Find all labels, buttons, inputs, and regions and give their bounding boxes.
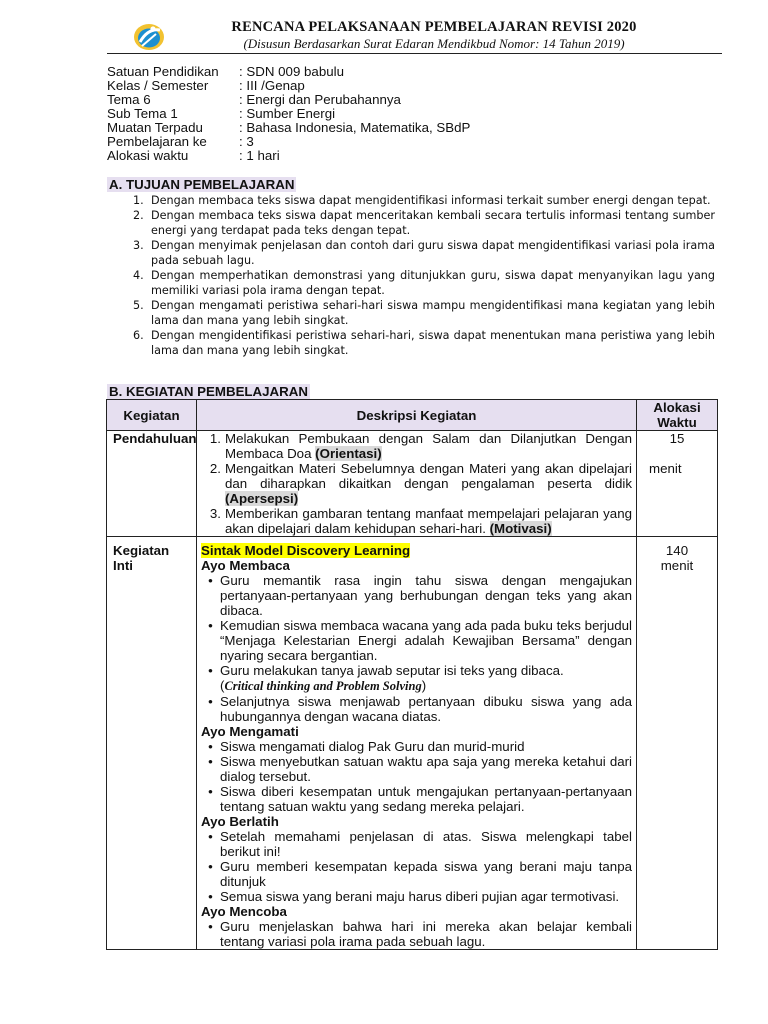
list-item bbox=[133, 328, 715, 358]
identity-row bbox=[107, 107, 470, 121]
bullet-icon: • bbox=[208, 694, 213, 709]
item-number: 1. bbox=[133, 194, 144, 207]
document-subtitle: (Disusun Berdasarkan Surat Edaran Mendikbud Nomor: 14 Tahun 2019) bbox=[243, 36, 625, 51]
identity-value: : SDN 009 babulu bbox=[239, 64, 344, 79]
item-number: 2. bbox=[209, 461, 221, 476]
identity-row bbox=[107, 149, 470, 163]
item-text: Guru memberi kesempatan kepada siswa yang berani maju tanpa ditunjuk bbox=[220, 859, 632, 889]
objectives-list bbox=[133, 193, 715, 358]
phase-tag: (Motivasi) bbox=[489, 521, 552, 536]
item-text: Setelah memahami penjelasan di atas. Siswa melengkapi tabel berikut ini! bbox=[220, 829, 632, 859]
item-text: Mengaitkan Materi Sebelumnya dengan Materi yang akan dipelajari dan diharapkan dikaitkan dengan pengalaman peserta didik bbox=[225, 461, 632, 491]
activity-name: Pendahuluan bbox=[107, 431, 197, 537]
list-item bbox=[201, 784, 632, 814]
list-item bbox=[201, 919, 632, 949]
list-item bbox=[133, 238, 715, 268]
item-text: Guru memantik rasa ingin tahu siswa dengan mengajukan pertanyaan-pertanyaan yang berhubungan dengan teks yang akan dibaca. bbox=[220, 573, 632, 618]
item-number: 6. bbox=[133, 329, 144, 342]
identity-label: Tema 6 bbox=[107, 92, 151, 107]
item-text: Siswa diberi kesempatan untuk mengajukan pertanyaan-pertanyaan tentang satuan waktu yang sedang mereka pelajari. bbox=[220, 784, 632, 814]
phase-tag: (Apersepsi) bbox=[225, 491, 299, 506]
item-text: Dengan membaca teks siswa dapat menceritakan kembali secara tertulis informasi tentang sumber energi yang terdapat pada teks dengan tepat. bbox=[151, 209, 715, 237]
item-number: 3. bbox=[209, 506, 221, 521]
section-b-heading: B. KEGIATAN PEMBELAJARAN bbox=[109, 384, 308, 399]
header-divider bbox=[107, 53, 722, 54]
list-item bbox=[133, 268, 715, 298]
time-allocation bbox=[637, 431, 718, 537]
item-text: Dengan membaca teks siswa dapat mengidentifikasi informasi terkait sumber energi dengan tepat. bbox=[151, 194, 711, 207]
list-item bbox=[201, 506, 632, 536]
critical-note-close: ) bbox=[421, 678, 427, 693]
critical-note: Critical thinking and Problem Solving bbox=[224, 679, 422, 693]
list-item bbox=[201, 431, 632, 461]
subsection-title: Ayo Membaca bbox=[201, 558, 290, 573]
bullet-icon: • bbox=[208, 784, 213, 799]
list-item bbox=[201, 663, 632, 694]
item-number: 3. bbox=[133, 239, 144, 252]
item-number: 1. bbox=[209, 431, 221, 446]
item-text: Memberikan gambaran tentang manfaat mempelajari pelajaran yang akan dipelajari dalam kehidupan sehari-hari. bbox=[225, 506, 632, 536]
list-item bbox=[201, 859, 632, 889]
column-header-alokasi: Alokasi Waktu bbox=[637, 400, 718, 431]
identity-value: : III /Genap bbox=[239, 78, 305, 93]
item-text: Dengan mengamati peristiwa sehari-hari siswa mampu mengidentifikasi mana kegiatan yang lebih lama dan mana yang lebih singkat. bbox=[151, 299, 715, 327]
list-item bbox=[133, 208, 715, 238]
identity-row bbox=[107, 135, 470, 149]
identity-row bbox=[107, 79, 470, 93]
list-item bbox=[201, 618, 632, 663]
identity-row bbox=[107, 93, 470, 107]
time-value: 140 bbox=[665, 543, 689, 558]
identity-label: Satuan Pendidikan bbox=[107, 64, 219, 79]
item-number: 4. bbox=[133, 269, 144, 282]
time-unit: menit bbox=[649, 461, 682, 476]
identity-row bbox=[107, 65, 470, 79]
identity-label: Pembelajaran ke bbox=[107, 134, 207, 149]
section-a-heading: A. TUJUAN PEMBELAJARAN bbox=[109, 177, 295, 192]
list-item bbox=[133, 193, 715, 208]
time-allocation bbox=[637, 537, 718, 950]
list-item bbox=[201, 573, 632, 618]
item-text: Guru melakukan tanya jawab seputar isi teks yang dibaca. bbox=[220, 663, 564, 678]
time-unit: menit bbox=[660, 558, 694, 573]
identity-value: : 1 hari bbox=[239, 148, 280, 163]
identity-label: Alokasi waktu bbox=[107, 148, 189, 163]
document-title: RENCANA PELAKSANAAN PEMBELAJARAN REVISI 2020 bbox=[231, 19, 637, 35]
list-item bbox=[201, 694, 632, 724]
identity-label: Muatan Terpadu bbox=[107, 120, 203, 135]
identity-row bbox=[107, 121, 470, 135]
time-value: 15 bbox=[669, 431, 685, 446]
item-text: Kemudian siswa membaca wacana yang ada pada buku teks berjudul “Menjaga Kelestarian Energi adalah Kewajiban Bersama” dengan nyaring secara bergantian. bbox=[220, 618, 632, 663]
critical-note-open: ( bbox=[220, 678, 225, 693]
item-text: Siswa mengamati dialog Pak Guru dan murid-murid bbox=[220, 739, 525, 754]
item-text: Dengan memperhatikan demonstrasi yang ditunjukkan guru, siswa dapat menyanyikan lagu yang memiliki variasi pola irama dengan tepat. bbox=[151, 269, 715, 297]
table-row bbox=[107, 431, 718, 537]
bullet-icon: • bbox=[208, 573, 213, 588]
activity-table bbox=[106, 399, 718, 950]
identity-label: Kelas / Semester bbox=[107, 78, 209, 93]
list-item bbox=[201, 829, 632, 859]
activity-description bbox=[197, 537, 637, 950]
subsection-title: Ayo Mengamati bbox=[201, 724, 299, 739]
bullet-icon: • bbox=[208, 618, 213, 633]
bullet-icon: • bbox=[208, 663, 213, 678]
identity-label: Sub Tema 1 bbox=[107, 106, 178, 121]
item-text: Melakukan Pembukaan dengan Salam dan Dilanjutkan Dengan Membaca Doa bbox=[225, 431, 632, 461]
item-text: Semua siswa yang berani maju harus diberi pujian agar termotivasi. bbox=[220, 889, 620, 904]
column-header-kegiatan: Kegiatan bbox=[107, 400, 197, 431]
item-number: 2. bbox=[133, 209, 144, 222]
table-header-row bbox=[107, 400, 718, 431]
activity-description bbox=[197, 431, 637, 537]
item-text: Dengan menyimak penjelasan dan contoh dari guru siswa dapat mengidentifikasi variasi pola irama pada sebuah lagu. bbox=[151, 239, 715, 267]
identity-value: : 3 bbox=[239, 134, 254, 149]
list-item bbox=[201, 461, 632, 506]
table-row bbox=[107, 537, 718, 950]
activity-name: Kegiatan Inti bbox=[107, 537, 197, 950]
bullet-icon: • bbox=[208, 889, 213, 904]
identity-value: : Energi dan Perubahannya bbox=[239, 92, 401, 107]
phase-tag: (Orientasi) bbox=[315, 446, 382, 461]
list-item bbox=[201, 739, 632, 754]
item-text: Guru menjelaskan bahwa hari ini mereka akan belajar kembali tentang variasi pola irama pada sebuah lagu. bbox=[220, 919, 632, 949]
identity-block bbox=[107, 65, 470, 163]
list-item bbox=[201, 754, 632, 784]
identity-value: : Bahasa Indonesia, Matematika, SBdP bbox=[239, 120, 471, 135]
subsection-title: Ayo Mencoba bbox=[201, 904, 287, 919]
column-header-deskripsi: Deskripsi Kegiatan bbox=[197, 400, 637, 431]
list-item bbox=[201, 889, 632, 904]
bullet-icon: • bbox=[208, 859, 213, 874]
bullet-icon: • bbox=[208, 754, 213, 769]
item-text: Siswa menyebutkan satuan waktu apa saja yang mereka ketahui dari dialog tersebut. bbox=[220, 754, 632, 784]
item-number: 5. bbox=[133, 299, 144, 312]
subsection-title: Ayo Berlatih bbox=[201, 814, 279, 829]
identity-value: : Sumber Energi bbox=[239, 106, 336, 121]
model-title: Sintak Model Discovery Learning bbox=[201, 543, 411, 558]
bullet-icon: • bbox=[208, 829, 213, 844]
item-text: Dengan mengidentifikasi peristiwa sehari-hari, siswa dapat menentukan mana peristiwa yang lebih lama dan mana yang lebih singkat. bbox=[151, 329, 715, 357]
item-text: Selanjutnya siswa menjawab pertanyaan dibuku siswa yang ada hubungannya dengan wacana diatas. bbox=[220, 694, 632, 724]
list-item bbox=[133, 298, 715, 328]
bullet-icon: • bbox=[208, 919, 213, 934]
bullet-icon: • bbox=[208, 739, 213, 754]
